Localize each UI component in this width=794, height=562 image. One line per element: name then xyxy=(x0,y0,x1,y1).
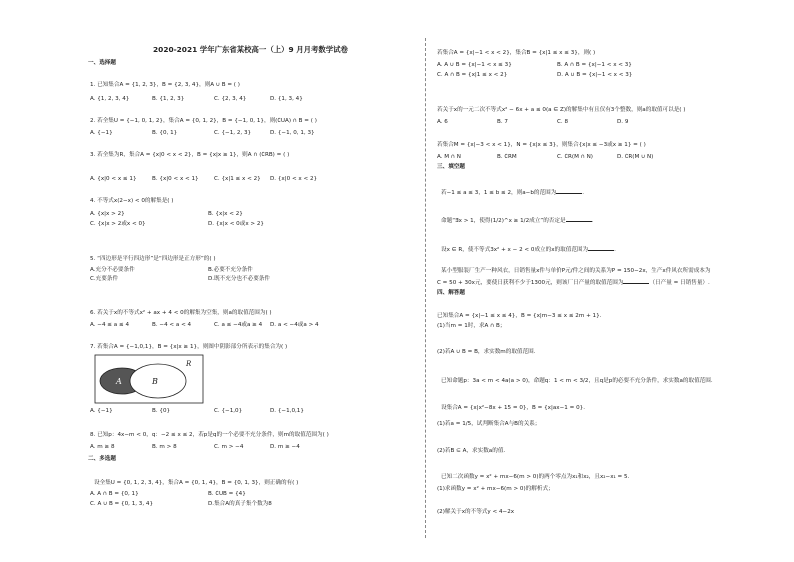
question-4: 4. 不等式x(2−x) < 0的解集是( ) xyxy=(90,198,174,204)
solve-question-3-part-2: (2)若B ⊆ A，求实数a的值. xyxy=(437,448,506,454)
q2-option-d: D. {−1, 0, 1, 3} xyxy=(270,130,315,136)
q8-option-b: B. m > 8 xyxy=(152,444,177,450)
q12-option-c: C. ∁R(M ∩ N) xyxy=(557,154,593,160)
question-7: 7. 若集合A = {−1,0,1}，B = {x|x ≥ 1}，则图中阴影部分所表示的集合为( ) xyxy=(90,344,288,350)
q5-option-c: C.充要条件 xyxy=(90,276,119,282)
q7-option-b: B. {0} xyxy=(152,408,171,414)
solve-question-1-part-2: (2)若A ∪ B = B，求实数m的取值范围. xyxy=(437,349,536,355)
q2-option-a: A. {−1} xyxy=(90,130,113,136)
q7-option-c: C. {−1,0} xyxy=(214,408,243,414)
q3-option-c: C. {x|1 ≤ x < 2} xyxy=(214,176,261,182)
solve-question-4: 已知二次函数y = x² + mx−6(m > 0)的两个零点为x₁和x₂，且x₂−x₁ = 5. xyxy=(441,474,630,480)
q6-option-c: C. a ≤ −4或a ≥ 4 xyxy=(214,322,263,328)
answer-blank[interactable] xyxy=(556,188,582,194)
set-b-label: B xyxy=(152,377,158,386)
question-9: 设全集U = {0, 1, 2, 3, 4}，集合A = {0, 1, 4}，B = {0, 1, 3}，则正确的有( ) xyxy=(94,480,299,486)
q11-option-a: A. 6 xyxy=(437,119,448,125)
question-8: 8. 已知p：4x−m < 0，q：−2 ≤ x ≤ 2，若p是q的一个必要不充分条件，则m的取值范围为( ) xyxy=(90,432,329,438)
left-column xyxy=(88,0,413,562)
fill-question-4-line-2 xyxy=(437,278,710,287)
q9-option-a: A. A ∩ B = {0, 1} xyxy=(90,491,139,497)
q6-option-d: D. a < −4或a > 4 xyxy=(270,322,319,328)
solve-question-4-part-1: (1)求函数y = x² + mx−6(m > 0)的解析式； xyxy=(437,486,554,492)
q9-option-b: B. ∁UB = {4} xyxy=(208,491,246,497)
q12-option-a: A. M ∩ N xyxy=(437,154,461,160)
solve-question-2: 已知命题p：3a < m < 4a(a > 0)，命题q：1 < m < 3/2，且q是p的必要不充分条件，求实数a的取值范围. xyxy=(441,378,713,384)
q10-option-a: A. A ∪ B = {x|−1 < x ≤ 3} xyxy=(437,62,512,68)
universal-set-label: R xyxy=(186,360,192,368)
fill-question-1-text: 若−1 ≤ a ≤ 3，1 ≤ b ≤ 2，则a−b的范围为 xyxy=(441,190,557,196)
answer-blank[interactable] xyxy=(623,278,649,284)
question-5: 5. “四边形是平行四边形”是“四边形是正方形”的( ) xyxy=(90,256,216,262)
q5-option-a: A.充分不必要条件 xyxy=(90,267,135,273)
q1-option-b: B. {1, 2, 3} xyxy=(152,96,185,102)
q8-option-c: C. m > −4 xyxy=(214,444,244,450)
q12-option-b: B. ∁RM xyxy=(497,154,517,160)
solve-question-3-part-1: (1)若a = 1/5，试判断集合A与B的关系； xyxy=(437,421,541,427)
fill-question-4-line-1: 某小型服装厂生产一种风衣，日销售量x件与单价P元/件之间的关系为P = 150−2x，生产x件风衣所需成本为 xyxy=(441,268,711,274)
fill-question-3: 设x ∈ R，使不等式3x² + x − 2 < 0成立的x的取值范围为 . xyxy=(441,247,616,253)
right-column xyxy=(437,0,762,562)
q8-option-a: A. m ≥ 8 xyxy=(90,444,115,450)
fill-question-3-text: 设x ∈ R，使不等式3x² + x − 2 < 0成立的x的取值范围为 xyxy=(441,247,589,253)
question-2: 2. 若全集U = {−1, 0, 1, 2}，集合A = {0, 1, 2}，B = {−1, 0, 1}，则(∁UA) ∩ B = ( ) xyxy=(90,118,317,124)
set-a-label: A xyxy=(116,377,122,386)
q1-option-d: D. {1, 3, 4} xyxy=(270,96,303,102)
q3-option-a: A. {x|0 < x ≤ 1} xyxy=(90,176,137,182)
q4-option-b: B. {x|x < 2} xyxy=(208,211,243,217)
q9-option-c: C. A ∪ B = {0, 1, 3, 4} xyxy=(90,501,154,507)
venn-diagram xyxy=(94,354,204,404)
fill-question-2-text: 命题“∃x > 1，使得(1/2)^x ≥ 1/2成立”的否定是 xyxy=(441,218,566,224)
q3-option-d: D. {x|0 < x < 2} xyxy=(270,176,318,182)
q7-option-d: D. {−1,0,1} xyxy=(270,408,304,414)
q5-option-d: D.既不充分也不必要条件 xyxy=(208,276,271,282)
q3-option-b: B. {x|0 < x < 1} xyxy=(152,176,199,182)
answer-blank[interactable] xyxy=(588,245,614,251)
q4-option-d: D. {x|x < 0或x > 2} xyxy=(208,221,264,227)
q12-option-d: D. ∁R(M ∪ N) xyxy=(617,154,654,160)
q10-option-d: D. A ∪ B = {x|−1 < x < 3} xyxy=(557,72,633,78)
exam-title: 2020-2021 学年广东省某校高一（上）9 月月考数学试卷 xyxy=(153,45,348,54)
q4-option-a: A. {x|x > 2} xyxy=(90,211,125,217)
section-three-heading: 三、填空题 xyxy=(437,164,465,170)
question-6: 6. 若关于x的不等式x² + ax + 4 < 0的解集为空集，则a的取值范围为( ) xyxy=(90,310,272,316)
section-two-heading: 二、多选题 xyxy=(88,456,116,462)
q11-option-d: D. 9 xyxy=(617,119,629,125)
q1-option-c: C. {2, 3, 4} xyxy=(214,96,247,102)
q2-option-c: C. {−1, 2, 3} xyxy=(214,130,252,136)
q4-option-c: C. {x|x > 2或x < 0} xyxy=(90,221,146,227)
question-1: 1. 已知集合A = {1, 2, 3}，B = {2, 3, 4}，则A ∪ B = ( ) xyxy=(90,82,240,88)
q8-option-d: D. m ≥ −4 xyxy=(270,444,300,450)
answer-blank[interactable] xyxy=(566,216,592,222)
q5-option-b: B.必要不充分条件 xyxy=(208,267,253,273)
q10-option-b: B. A ∩ B = {x|−1 < x < 3} xyxy=(557,62,632,68)
solve-question-3: 设集合A = {x|x²−8x + 15 = 0}，B = {x|ax−1 = 0}. xyxy=(441,405,585,411)
solve-question-1: 已知集合A = {x|−1 ≤ x ≤ 4}，B = {x|m−3 ≤ x ≤ 2m + 1}. xyxy=(437,313,602,319)
solve-question-1-part-1: (1)当m = 1时，求A ∩ B； xyxy=(437,323,506,329)
q11-option-c: C. 8 xyxy=(557,119,569,125)
section-one-heading: 一、选择题 xyxy=(88,60,116,66)
q2-option-b: B. {0, 1} xyxy=(152,130,178,136)
q9-option-d: D.集合A的真子集个数为8 xyxy=(208,501,272,507)
fill-question-2: 命题“∃x > 1，使得(1/2)^x ≥ 1/2成立”的否定是 . xyxy=(441,218,594,224)
q11-option-b: B. 7 xyxy=(497,119,508,125)
question-12: 若集合M = {x|−3 < x < 1}，N = {x|x ≤ 3}，则集合{x|x ≤ −3或x ≥ 1} = ( ) xyxy=(437,142,646,148)
fill-question-1: 若−1 ≤ a ≤ 3，1 ≤ b ≤ 2，则a−b的范围为 . xyxy=(441,190,585,196)
fill-question-4-text: C = 50 + 30x元，要使日获利不少于1300元，则该厂日产量的取值范围为 xyxy=(437,280,624,286)
section-four-heading: 四、解答题 xyxy=(437,290,465,296)
q10-option-c: C. A ∩ B = {x|1 ≤ x < 2} xyxy=(437,72,508,78)
q7-option-a: A. {−1} xyxy=(90,408,113,414)
question-10: 若集合A = {x|−1 < x < 2}，集合B = {x|1 ≤ x ≤ 3}，则( ) xyxy=(437,50,596,56)
q6-option-a: A. −4 ≤ a ≤ 4 xyxy=(90,322,130,328)
q1-option-a: A. {1, 2, 3, 4} xyxy=(90,96,130,102)
question-3: 3. 若全集为R，集合A = {x|0 < x < 2}，B = {x|x ≥ 1}，则A ∩ (∁RB) = ( ) xyxy=(90,152,290,158)
question-11: 若关于x的一元二次不等式x² − 6x + a ≤ 0(a ∈ Z)的解集中有且仅有3个整数，则a的取值可以是( ) xyxy=(437,107,686,113)
q6-option-b: B. −4 < a < 4 xyxy=(152,322,192,328)
column-divider xyxy=(425,38,426,538)
fill-question-4-suffix: （日产量 = 日销售量）. xyxy=(649,280,710,286)
solve-question-4-part-2: (2)解关于x的不等式y < 4−2x xyxy=(437,509,515,515)
